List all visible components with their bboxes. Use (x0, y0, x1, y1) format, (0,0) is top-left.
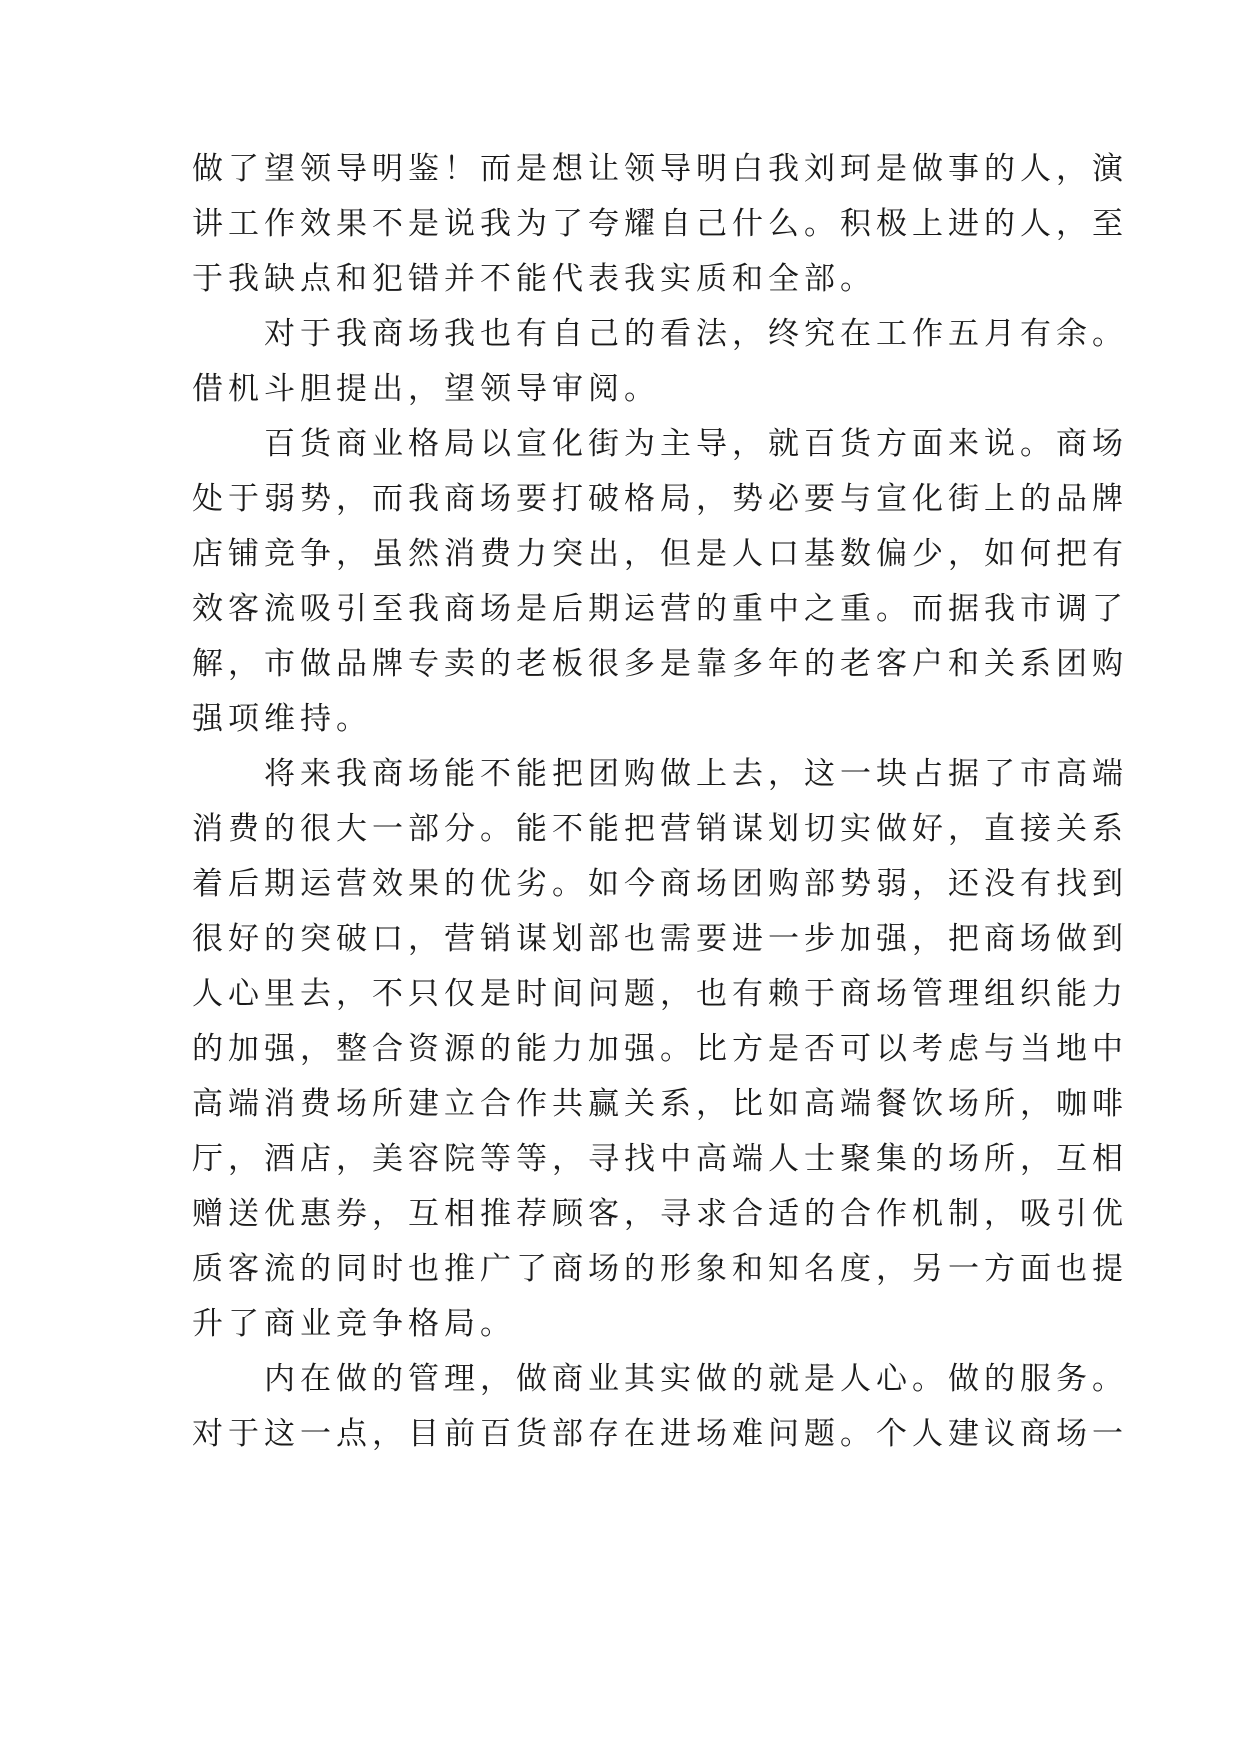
text-line: 做了望领导明鉴！而是想让领导明白我刘珂是做事的人，演 (192, 151, 1128, 187)
paragraph-first-line: 对于我商场我也有自己的看法，终究在工作五月有余。 (264, 316, 1128, 352)
text-line: 的加强，整合资源的能力加强。比方是否可以考虑与当地中 (192, 1031, 1128, 1067)
text-line: 店铺竞争，虽然消费力突出，但是人口基数偏少，如何把有 (192, 536, 1128, 572)
text-line: 效客流吸引至我商场是后期运营的重中之重。而据我市调了 (192, 591, 1128, 627)
text-line: 对于这一点，目前百货部存在进场难问题。个人建议商场一 (192, 1416, 1128, 1452)
text-line: 讲工作效果不是说我为了夸耀自己什么。积极上进的人，至 (192, 206, 1128, 242)
text-line: 质客流的同时也推广了商场的形象和知名度，另一方面也提 (192, 1251, 1128, 1287)
text-line: 强项维持。 (192, 701, 372, 737)
paragraph-first-line: 百货商业格局以宣化街为主导，就百货方面来说。商场 (264, 426, 1128, 462)
text-line: 处于弱势，而我商场要打破格局，势必要与宣化街上的品牌 (192, 481, 1128, 517)
paragraph-first-line: 内在做的管理，做商业其实做的就是人心。做的服务。 (264, 1361, 1128, 1397)
text-line: 着后期运营效果的优劣。如今商场团购部势弱，还没有找到 (192, 866, 1128, 902)
text-line: 消费的很大一部分。能不能把营销谋划切实做好，直接关系 (192, 811, 1128, 847)
text-line: 借机斗胆提出，望领导审阅。 (192, 371, 660, 407)
text-line: 高端消费场所建立合作共赢关系，比如高端餐饮场所，咖啡 (192, 1086, 1128, 1122)
text-line: 很好的突破口，营销谋划部也需要进一步加强，把商场做到 (192, 921, 1128, 957)
paragraph-first-line: 将来我商场能不能把团购做上去，这一块占据了市高端 (264, 756, 1128, 792)
text-line: 厅，酒店，美容院等等，寻找中高端人士聚集的场所，互相 (192, 1141, 1128, 1177)
text-line: 人心里去，不只仅是时间问题，也有赖于商场管理组织能力 (192, 976, 1128, 1012)
text-line: 赠送优惠券，互相推荐顾客，寻求合适的合作机制，吸引优 (192, 1196, 1128, 1232)
text-line: 于我缺点和犯错并不能代表我实质和全部。 (192, 261, 876, 297)
text-line: 解，市做品牌专卖的老板很多是靠多年的老客户和关系团购 (192, 646, 1128, 682)
text-line: 升了商业竞争格局。 (192, 1306, 516, 1342)
document-body (192, 142, 1128, 1462)
